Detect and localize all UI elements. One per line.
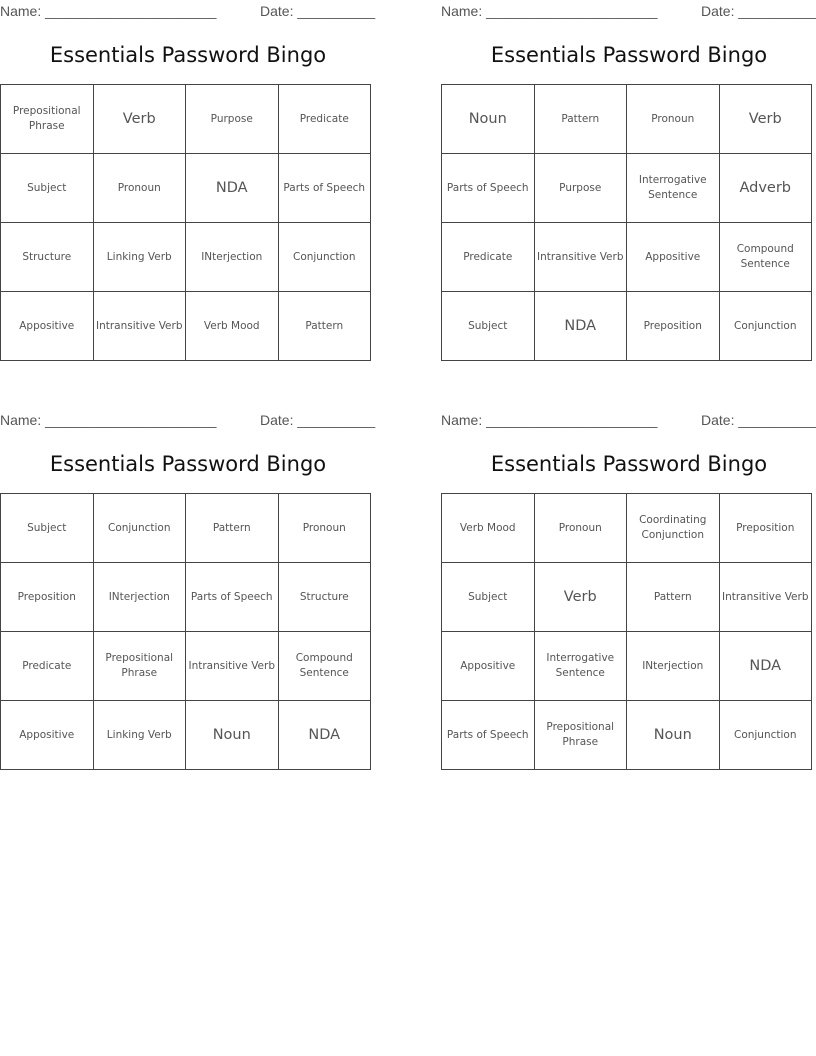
bingo-cell: Prepositional Phrase xyxy=(1,85,94,154)
bingo-cell: Coordinating Conjunction xyxy=(627,494,720,563)
bingo-cell: Subject xyxy=(1,494,94,563)
grid-row xyxy=(442,154,812,223)
bingo-cell: Linking Verb xyxy=(93,701,186,770)
bingo-cell: Subject xyxy=(442,292,535,361)
bingo-cell: Appositive xyxy=(1,701,94,770)
bingo-cell: Parts of Speech xyxy=(278,154,371,223)
bingo-cell: Pattern xyxy=(186,494,279,563)
bingo-cell: Predicate xyxy=(278,85,371,154)
bingo-cell: Compound Sentence xyxy=(719,223,812,292)
card-title: Essentials Password Bingo xyxy=(49,452,327,476)
header-row xyxy=(441,410,816,432)
name-field: Name: ______________________ xyxy=(0,412,217,428)
bingo-cell: Pronoun xyxy=(278,494,371,563)
bingo-cell: NDA xyxy=(186,154,279,223)
bingo-cell: Parts of Speech xyxy=(442,154,535,223)
bingo-cell: Conjunction xyxy=(719,701,812,770)
bingo-cell: Noun xyxy=(627,701,720,770)
bingo-cell: Intransitive Verb xyxy=(534,223,627,292)
bingo-cell: Verb xyxy=(719,85,812,154)
bingo-cell: Intransitive Verb xyxy=(186,632,279,701)
bingo-card-2 xyxy=(441,1,816,334)
bingo-cell: Appositive xyxy=(1,292,94,361)
bingo-cell: Predicate xyxy=(1,632,94,701)
grid-row xyxy=(1,563,371,632)
bingo-cell: Predicate xyxy=(442,223,535,292)
bingo-cell: Pattern xyxy=(534,85,627,154)
bingo-cell: INterjection xyxy=(186,223,279,292)
bingo-cell: Subject xyxy=(442,563,535,632)
date-field: Date: __________ xyxy=(701,3,816,19)
bingo-cell: Structure xyxy=(1,223,94,292)
grid-row xyxy=(442,563,812,632)
bingo-cell: Intransitive Verb xyxy=(719,563,812,632)
header-row xyxy=(441,1,816,23)
header-row xyxy=(0,410,376,432)
bingo-cell: Verb Mood xyxy=(186,292,279,361)
bingo-cell: Noun xyxy=(186,701,279,770)
bingo-cell: Verb xyxy=(93,85,186,154)
bingo-cell: NDA xyxy=(719,632,812,701)
grid-row xyxy=(1,154,371,223)
date-field: Date: __________ xyxy=(701,412,816,428)
bingo-cell: Intransitive Verb xyxy=(93,292,186,361)
grid-row xyxy=(442,292,812,361)
bingo-cell: NDA xyxy=(534,292,627,361)
bingo-cell: Verb Mood xyxy=(442,494,535,563)
bingo-cell: Adverb xyxy=(719,154,812,223)
date-field: Date: __________ xyxy=(260,3,376,19)
name-field: Name: ______________________ xyxy=(0,3,217,19)
bingo-cell: Prepositional Phrase xyxy=(534,701,627,770)
bingo-grid xyxy=(441,84,812,361)
bingo-cell: Appositive xyxy=(627,223,720,292)
bingo-cell: Pattern xyxy=(278,292,371,361)
bingo-cell: Verb xyxy=(534,563,627,632)
grid-row xyxy=(1,632,371,701)
bingo-cell: Interrogative Sentence xyxy=(534,632,627,701)
bingo-cell: Compound Sentence xyxy=(278,632,371,701)
bingo-grid xyxy=(0,493,371,770)
bingo-cell: Structure xyxy=(278,563,371,632)
bingo-cell: INterjection xyxy=(627,632,720,701)
grid-row xyxy=(1,292,371,361)
bingo-cell: Prepositional Phrase xyxy=(93,632,186,701)
card-title: Essentials Password Bingo xyxy=(49,43,327,67)
name-field: Name: ______________________ xyxy=(441,3,658,19)
grid-row xyxy=(442,632,812,701)
grid-row xyxy=(1,494,371,563)
grid-row xyxy=(442,494,812,563)
bingo-cell: Pattern xyxy=(627,563,720,632)
header-row xyxy=(0,1,376,23)
bingo-cell: Conjunction xyxy=(278,223,371,292)
bingo-cell: Parts of Speech xyxy=(186,563,279,632)
bingo-cell: Preposition xyxy=(627,292,720,361)
bingo-grid xyxy=(0,84,371,361)
grid-row xyxy=(1,223,371,292)
grid-row xyxy=(442,223,812,292)
bingo-cell: Pronoun xyxy=(534,494,627,563)
bingo-cell: Appositive xyxy=(442,632,535,701)
name-field: Name: ______________________ xyxy=(441,412,658,428)
grid-row xyxy=(1,85,371,154)
bingo-card-3 xyxy=(0,410,376,743)
bingo-card-4 xyxy=(441,410,816,748)
bingo-cell: Linking Verb xyxy=(93,223,186,292)
bingo-cell: INterjection xyxy=(93,563,186,632)
bingo-cell: Preposition xyxy=(719,494,812,563)
grid-row xyxy=(1,701,371,770)
grid-row xyxy=(442,701,812,770)
card-title: Essentials Password Bingo xyxy=(490,452,768,476)
bingo-cell: Interrogative Sentence xyxy=(627,154,720,223)
date-field: Date: __________ xyxy=(260,412,376,428)
bingo-cell: Purpose xyxy=(186,85,279,154)
bingo-cell: NDA xyxy=(278,701,371,770)
grid-row xyxy=(442,85,812,154)
card-title: Essentials Password Bingo xyxy=(490,43,768,67)
bingo-cell: Purpose xyxy=(534,154,627,223)
bingo-grid xyxy=(441,493,812,770)
bingo-cell: Pronoun xyxy=(93,154,186,223)
bingo-cell: Noun xyxy=(442,85,535,154)
bingo-cell: Subject xyxy=(1,154,94,223)
bingo-cell: Conjunction xyxy=(719,292,812,361)
bingo-cell: Parts of Speech xyxy=(442,701,535,770)
bingo-card-1 xyxy=(0,1,376,332)
bingo-cell: Conjunction xyxy=(93,494,186,563)
bingo-cell: Preposition xyxy=(1,563,94,632)
bingo-cell: Pronoun xyxy=(627,85,720,154)
